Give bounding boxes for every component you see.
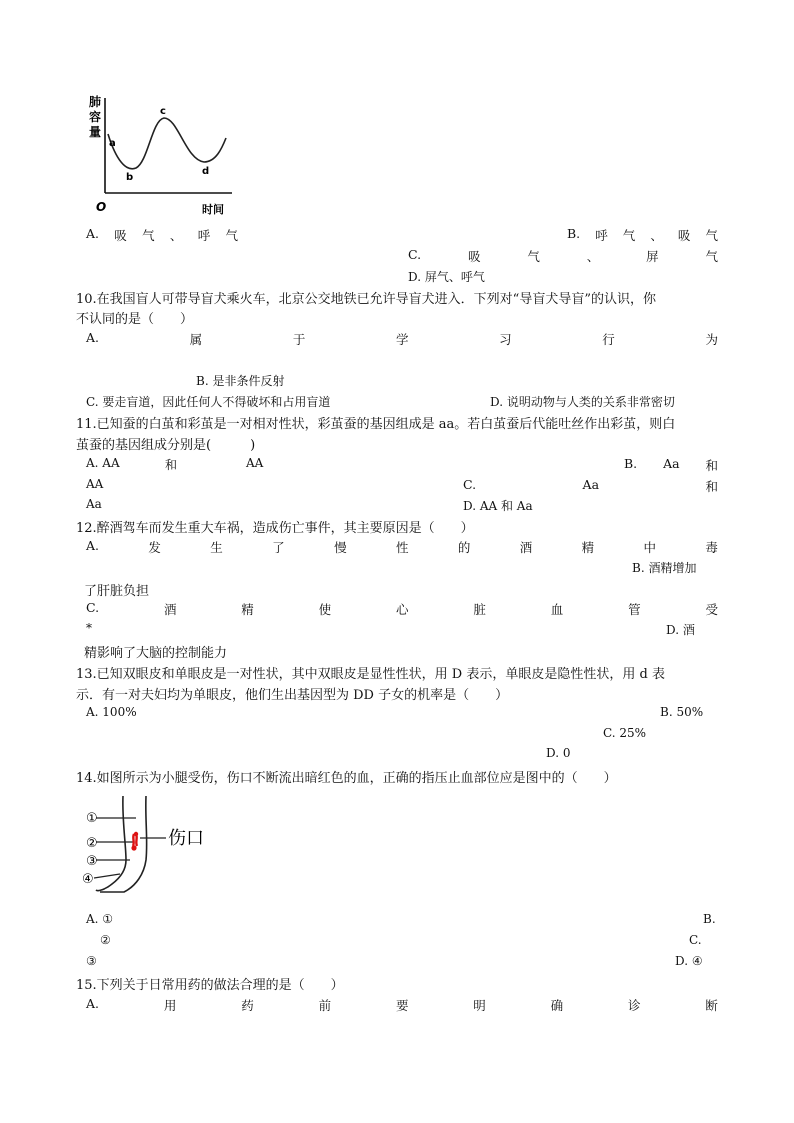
q11-option-b-cont: AA	[86, 477, 104, 491]
q15-a-c8: 断	[705, 998, 718, 1013]
y-label-3: 量	[89, 125, 102, 139]
q13-option-a[interactable]: A. 100%	[86, 705, 137, 719]
q9-a-c4: 呼	[197, 228, 211, 243]
q9-b-c1: 呼	[595, 228, 608, 243]
q9-c-c1: 吸	[467, 249, 481, 264]
q11-option-a-and: 和	[165, 458, 178, 472]
q9-a-c3: 、	[169, 228, 183, 243]
q10-option-c[interactable]: C. 要走盲道，因此任何人不得破坏和占用盲道	[86, 395, 331, 409]
q12-a-c8: 精	[581, 540, 595, 555]
q15-option-a[interactable]	[86, 996, 718, 1014]
q12-option-d-cont: 精影响了大脑的控制能力	[84, 646, 228, 661]
q12-a-c10: 毒	[705, 540, 718, 555]
q12-stem: 12.醉酒驾车而发生重大车祸，造成伤亡事件，其主要原因是（ ）	[76, 521, 474, 536]
q10-a-c3: 学	[395, 332, 409, 347]
q12-c-c6: 血	[550, 602, 564, 617]
q11-stem-line1: 11.已知蚕的白茧和彩茧是一对相对性状，彩茧蚕的基因组成是 aa。若白茧蚕后代能吐丝作出彩茧，则白	[76, 417, 676, 432]
leg-wound-figure	[76, 790, 216, 896]
q15-a-c1: 用	[163, 998, 177, 1013]
q12-c-c0: C.	[86, 600, 100, 615]
point-d-label: d	[202, 166, 210, 177]
y-label-1: 肺	[89, 95, 102, 109]
q12-c-c1: 酒	[163, 602, 177, 617]
q9-c-c2: 气	[527, 249, 540, 264]
q9-option-d[interactable]: D. 屏气、呼气	[408, 270, 485, 284]
q9-b-c2: 气	[622, 228, 636, 243]
q11-option-a-right: AA	[246, 456, 264, 470]
q14-option-b-val: ②	[100, 933, 111, 947]
q14-option-c[interactable]: C.	[689, 933, 702, 947]
q9-b-c4: 吸	[677, 228, 691, 243]
point-label-4: ④	[82, 872, 94, 887]
q11-b-c0: B.	[624, 456, 638, 471]
q11-stem-line2: 茧蚕的基因组成分别是( )	[76, 438, 256, 453]
q10-stem-line2: 不认同的是（ ）	[76, 312, 194, 327]
q10-stem-line1: 10.在我国盲人可带导盲犬乘火车，北京公交地铁已允许导盲犬进入．下列对“导盲犬导盲”的认识，你	[76, 292, 656, 307]
q10-a-c5: 行	[602, 332, 615, 347]
q13-stem-line1: 13.已知双眼皮和单眼皮是一对性状，其中双眼皮是显性性状，用 D 表示，单眼皮是隐性性状，用 d 表	[76, 667, 665, 682]
q9-c-c5: 气	[705, 249, 718, 264]
q12-c-c3: 使	[318, 602, 332, 617]
q14-option-a[interactable]: A. ①	[86, 912, 114, 926]
q13-option-c[interactable]: C. 25%	[603, 726, 647, 740]
q13-option-d[interactable]: D. 0	[546, 746, 571, 760]
q11-option-d[interactable]: D. AA 和 Aa	[463, 499, 533, 513]
q12-option-d[interactable]: D. 酒	[666, 623, 695, 637]
lung-capacity-figure	[86, 90, 236, 218]
q12-a-c3: 了	[272, 540, 285, 555]
q15-a-c6: 确	[550, 998, 564, 1013]
q11-c-c0: C.	[463, 477, 477, 492]
q11-b-c2: 和	[705, 458, 718, 473]
q12-c-c8: 受	[705, 602, 718, 617]
q9-b-c3: 、	[650, 228, 663, 243]
q11-c-c2: 和	[705, 479, 718, 494]
q11-b-c1: Aa	[663, 456, 680, 471]
q9-a-c0: A.	[86, 226, 100, 241]
q12-a-c2: 生	[210, 540, 223, 555]
q15-a-c5: 明	[473, 998, 486, 1013]
q12-option-b-cont: 了肝脏负担	[84, 584, 150, 599]
q14-option-b[interactable]: B.	[703, 912, 716, 926]
q10-a-c0: A.	[86, 330, 100, 345]
q12-c-c7: 管	[628, 602, 641, 617]
q9-option-b[interactable]	[567, 226, 718, 244]
wound-label: 伤口	[168, 828, 204, 849]
q10-a-c6: 为	[705, 332, 718, 347]
q10-a-c1: 属	[189, 332, 203, 347]
q13-stem-line2: 示．有一对夫妇均为单眼皮，他们生出基因型为 DD 子女的机率是（ ）	[76, 688, 509, 703]
q13-option-b[interactable]: B. 50%	[660, 705, 704, 719]
q10-option-a[interactable]	[86, 330, 718, 348]
q12-c-c2: 精	[241, 602, 254, 617]
q9-a-c2: 气	[142, 228, 155, 243]
q10-a-c2: 于	[292, 332, 306, 347]
q12-a-c0: A.	[86, 538, 100, 553]
point-c-label: c	[160, 106, 166, 117]
y-label-2: 容	[89, 110, 102, 124]
q15-a-c2: 药	[241, 998, 254, 1013]
q11-option-c-cont: Aa	[86, 497, 102, 511]
q10-a-c4: 习	[499, 332, 512, 347]
q10-option-d[interactable]: D. 说明动物与人类的关系非常密切	[490, 395, 675, 409]
q9-c-c0: C.	[408, 247, 422, 262]
q12-a-c9: 中	[643, 540, 657, 555]
q9-b-c0: B.	[567, 226, 581, 241]
q12-a-c7: 酒	[519, 540, 533, 555]
q15-stem: 15.下列关于日常用药的做法合理的是（ ）	[76, 978, 344, 993]
q12-option-a[interactable]	[86, 538, 718, 556]
q12-option-c[interactable]	[86, 600, 718, 618]
q10-option-b[interactable]: B. 是非条件反射	[196, 374, 285, 388]
q12-star: *	[86, 621, 92, 635]
point-a-label: a	[109, 138, 116, 149]
q12-c-c4: 心	[396, 602, 409, 617]
q9-option-c[interactable]	[408, 247, 718, 265]
x-label: 时间	[202, 203, 224, 216]
q12-a-c5: 性	[395, 540, 409, 555]
q11-option-c[interactable]	[463, 477, 718, 495]
q11-c-c1: Aa	[582, 477, 600, 492]
q9-a-c1: 吸	[114, 228, 127, 243]
q15-a-c0: A.	[86, 996, 100, 1011]
q15-a-c3: 前	[318, 998, 332, 1013]
point-b-label: b	[126, 172, 134, 183]
q11-option-b[interactable]	[624, 456, 718, 474]
q12-c-c5: 脏	[473, 602, 486, 617]
point-label-3: ③	[86, 854, 98, 869]
point-label-2: ②	[86, 836, 98, 851]
q11-option-a-left[interactable]: A. AA	[86, 456, 120, 470]
q14-option-d[interactable]: D. ④	[675, 954, 703, 968]
q9-c-c3: 、	[586, 249, 600, 264]
q14-stem: 14.如图所示为小腿受伤，伤口不断流出暗红色的血，正确的指压止血部位应是图中的（ ）	[76, 771, 617, 786]
point-label-1: ①	[86, 811, 98, 826]
q12-a-c1: 发	[148, 540, 161, 555]
q9-b-c5: 气	[705, 228, 718, 243]
q15-a-c7: 诊	[628, 998, 641, 1013]
q9-option-a[interactable]	[86, 226, 238, 244]
q12-a-c4: 慢	[334, 540, 347, 555]
q12-option-b[interactable]: B. 酒精增加	[632, 561, 697, 575]
q9-c-c4: 屏	[646, 249, 659, 264]
q12-a-c6: 的	[457, 540, 471, 555]
q15-a-c4: 要	[395, 998, 409, 1013]
origin-label: O	[96, 200, 107, 214]
q14-option-c-val: ③	[86, 954, 97, 968]
q9-a-c5: 气	[225, 228, 238, 243]
